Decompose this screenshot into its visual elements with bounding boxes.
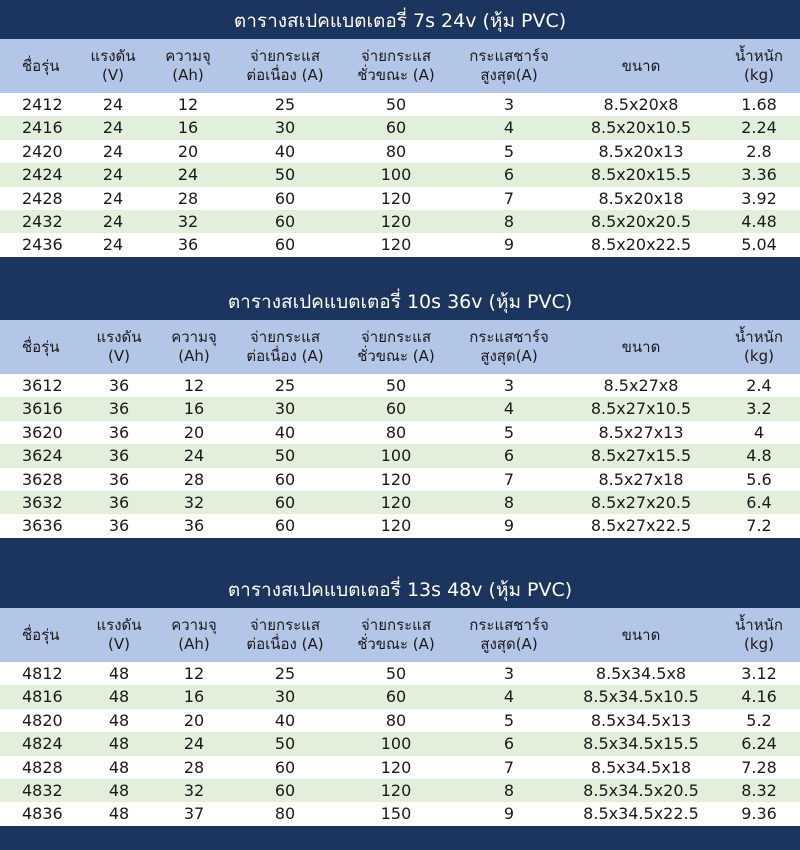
table-cell: 60 xyxy=(274,212,296,232)
table-cell: 24 xyxy=(102,212,124,232)
table-cell: 36 xyxy=(183,516,205,536)
table-cell: 100 xyxy=(380,734,412,754)
table-cell: 8.5x34.5x20.5 xyxy=(583,781,699,801)
table-cell: 6.4 xyxy=(746,493,772,513)
table-cell: 36 xyxy=(108,446,130,466)
table-cell: 3624 xyxy=(22,446,63,466)
table-cell: 25 xyxy=(274,95,296,114)
table-cell: 16 xyxy=(183,687,205,707)
table-cell: 7 xyxy=(503,469,515,489)
table-row xyxy=(0,140,800,163)
table-cell: 5 xyxy=(503,141,515,161)
table-cell: 9 xyxy=(503,804,515,824)
table-cell: 3628 xyxy=(22,469,63,489)
table-cell: 120 xyxy=(380,493,412,513)
table-cell: 32 xyxy=(183,781,205,801)
table-row xyxy=(0,421,800,444)
table-cell: 3620 xyxy=(22,422,63,442)
column-header: ชื่อรุ่น xyxy=(22,625,60,644)
table-cell: 2416 xyxy=(22,118,63,138)
table-cell: 36 xyxy=(108,376,130,395)
table-cell: 16 xyxy=(177,118,199,138)
table-cell: 36 xyxy=(108,493,130,513)
table-row xyxy=(0,468,800,491)
table-row xyxy=(0,662,800,685)
table-cell: 48 xyxy=(108,804,130,824)
table-cell: 50 xyxy=(274,165,296,185)
table-cell: 60 xyxy=(274,235,296,255)
table-row xyxy=(0,779,800,802)
table-cell: 60 xyxy=(385,399,407,419)
column-header: ขนาด xyxy=(621,56,661,75)
table-cell: 24 xyxy=(183,446,205,466)
table-row xyxy=(0,187,800,210)
table-cell: 2424 xyxy=(22,165,63,185)
table-row xyxy=(0,210,800,233)
table-cell: 7 xyxy=(503,188,515,208)
table-cell: 24 xyxy=(177,165,199,185)
table-cell: 3612 xyxy=(22,376,63,395)
table-cell: 8.5x27x8 xyxy=(603,376,679,395)
table-cell: 8 xyxy=(503,493,515,513)
table-row xyxy=(0,732,800,755)
table-cell: 5 xyxy=(503,710,515,730)
table-cell: 8.5x27x13 xyxy=(598,422,684,442)
table-cell: 3 xyxy=(503,376,515,395)
table-cell: 120 xyxy=(380,757,412,777)
table-cell: 36 xyxy=(177,235,199,255)
table-cell: 3.2 xyxy=(746,399,772,419)
table-cell: 50 xyxy=(385,664,407,683)
table-cell: 8.5x20x15.5 xyxy=(590,165,692,185)
table-cell: 7.28 xyxy=(741,757,777,777)
table-title: ตารางสเปคแบตเตอรี่ 7s 24v (หุ้ม PVC) xyxy=(233,10,567,32)
table-10s-36v-section xyxy=(0,284,800,538)
table-cell: 50 xyxy=(274,734,296,754)
column-header: แรงดัน (V) xyxy=(90,47,136,84)
table-cell: 60 xyxy=(274,757,296,777)
table-cell: 4832 xyxy=(22,781,63,801)
table-row xyxy=(0,709,800,732)
table-cell: 8.5x20x20.5 xyxy=(590,212,692,232)
table-cell: 48 xyxy=(108,664,130,683)
table-13s-48v xyxy=(0,608,800,826)
table-cell: 2412 xyxy=(22,95,63,114)
table-title: ตารางสเปคแบตเตอรี่ 10s 36v (หุ้ม PVC) xyxy=(227,291,573,313)
table-cell: 30 xyxy=(274,399,296,419)
table-row xyxy=(0,514,800,537)
column-header: ขนาด xyxy=(621,337,661,356)
table-row xyxy=(0,491,800,514)
table-cell: 8.5x34.5x10.5 xyxy=(583,687,699,707)
table-row xyxy=(0,374,800,397)
table-cell: 2.24 xyxy=(741,118,777,138)
table-cell: 48 xyxy=(108,710,130,730)
column-header: ความจุ (Ah) xyxy=(171,328,217,365)
table-cell: 3632 xyxy=(22,493,63,513)
table-cell: 100 xyxy=(380,446,412,466)
column-header: น้ำหนัก (kg) xyxy=(735,616,783,653)
table-cell: 8.5x27x10.5 xyxy=(590,399,692,419)
header-row xyxy=(0,320,800,374)
table-cell: 6 xyxy=(503,165,515,185)
table-7s-24v xyxy=(0,39,800,257)
table-cell: 150 xyxy=(380,804,412,824)
table-cell: 80 xyxy=(385,710,407,730)
table-cell: 3 xyxy=(503,664,515,683)
table-cell: 24 xyxy=(102,118,124,138)
table-cell: 2432 xyxy=(22,212,63,232)
column-header: จ่ายกระแส ต่อเนื่อง (A) xyxy=(246,47,324,84)
table-cell: 80 xyxy=(385,141,407,161)
table-cell: 48 xyxy=(108,687,130,707)
column-header: แรงดัน (V) xyxy=(96,328,142,365)
table-cell: 120 xyxy=(380,469,412,489)
table-cell: 8.5x27x20.5 xyxy=(590,493,692,513)
table-cell: 12 xyxy=(177,95,199,114)
table-cell: 40 xyxy=(274,710,296,730)
table-13s-48v-section xyxy=(0,572,800,826)
table-cell: 28 xyxy=(177,188,199,208)
column-header: จ่ายกระแส ต่อเนื่อง (A) xyxy=(246,616,324,653)
column-header: ชื่อรุ่น xyxy=(22,56,60,75)
table-cell: 120 xyxy=(380,212,412,232)
table-cell: 7 xyxy=(503,757,515,777)
table-cell: 20 xyxy=(183,710,205,730)
table-cell: 5.04 xyxy=(741,235,777,255)
table-cell: 60 xyxy=(385,687,407,707)
table-cell: 60 xyxy=(274,188,296,208)
table-cell: 12 xyxy=(183,376,205,395)
table-cell: 80 xyxy=(385,422,407,442)
table-cell: 28 xyxy=(183,469,205,489)
table-row xyxy=(0,397,800,420)
table-cell: 32 xyxy=(177,212,199,232)
table-cell: 60 xyxy=(274,516,296,536)
table-cell: 8.5x34.5x18 xyxy=(590,757,692,777)
column-header: กระแสชาร์จ สูงสุด(A) xyxy=(469,328,549,365)
table-cell: 9.36 xyxy=(741,804,777,824)
table-cell: 30 xyxy=(274,118,296,138)
table-row xyxy=(0,233,800,256)
column-header: จ่ายกระแส ชั่วขณะ (A) xyxy=(357,47,435,84)
table-cell: 4816 xyxy=(22,687,63,707)
column-header: ความจุ (Ah) xyxy=(171,616,217,653)
table-cell: 32 xyxy=(183,493,205,513)
header-row xyxy=(0,39,800,93)
table-cell: 5.2 xyxy=(746,710,772,730)
table-cell: 60 xyxy=(274,493,296,513)
table-cell: 36 xyxy=(108,469,130,489)
table-row xyxy=(0,756,800,779)
table-cell: 4 xyxy=(753,422,765,442)
table-cell: 24 xyxy=(102,141,124,161)
table-cell: 6 xyxy=(503,734,515,754)
table-cell: 4 xyxy=(503,687,515,707)
column-header: ความจุ (Ah) xyxy=(165,47,211,84)
table-cell: 36 xyxy=(108,422,130,442)
table-cell: 8.5x27x22.5 xyxy=(590,516,692,536)
table-cell: 8.5x20x8 xyxy=(603,95,679,114)
table-cell: 28 xyxy=(183,757,205,777)
table-cell: 30 xyxy=(274,687,296,707)
table-cell: 37 xyxy=(183,804,205,824)
column-header: แรงดัน (V) xyxy=(96,616,142,653)
table-cell: 120 xyxy=(380,781,412,801)
table-cell: 25 xyxy=(274,664,296,683)
table-cell: 2.8 xyxy=(746,141,772,161)
table-cell: 4812 xyxy=(22,664,63,683)
table-cell: 120 xyxy=(380,235,412,255)
table-cell: 4836 xyxy=(22,804,63,824)
table-cell: 8.5x34.5x8 xyxy=(595,664,687,683)
table-cell: 5 xyxy=(503,422,515,442)
table-cell: 36 xyxy=(108,516,130,536)
table-cell: 8.5x27x18 xyxy=(598,469,684,489)
table-cell: 50 xyxy=(274,446,296,466)
table-cell: 4 xyxy=(503,399,515,419)
table-cell: 25 xyxy=(274,376,296,395)
column-header: จ่ายกระแส ต่อเนื่อง (A) xyxy=(246,328,324,365)
table-cell: 40 xyxy=(274,141,296,161)
table-cell: 4828 xyxy=(22,757,63,777)
table-cell: 16 xyxy=(183,399,205,419)
table-cell: 24 xyxy=(102,165,124,185)
table-cell: 24 xyxy=(102,188,124,208)
table-cell: 8.5x20x10.5 xyxy=(590,118,692,138)
table-cell: 4820 xyxy=(22,710,63,730)
table-7s-24v-section xyxy=(0,3,800,257)
table-cell: 1.68 xyxy=(741,95,777,114)
table-cell: 60 xyxy=(274,469,296,489)
table-cell: 8.32 xyxy=(741,781,777,801)
table-cell: 48 xyxy=(108,781,130,801)
table-cell: 4.8 xyxy=(746,446,772,466)
table-cell: 3 xyxy=(503,95,515,114)
table-cell: 48 xyxy=(108,734,130,754)
header-row xyxy=(0,608,800,662)
table-cell: 40 xyxy=(274,422,296,442)
table-cell: 4 xyxy=(503,118,515,138)
table-cell: 4824 xyxy=(22,734,63,754)
table-cell: 2428 xyxy=(22,188,63,208)
table-cell: 4.16 xyxy=(741,687,777,707)
table-cell: 9 xyxy=(503,516,515,536)
table-cell: 2436 xyxy=(22,235,63,255)
table-cell: 8.5x34.5x22.5 xyxy=(583,804,699,824)
table-cell: 100 xyxy=(380,165,412,185)
table-cell: 3616 xyxy=(22,399,63,419)
table-row xyxy=(0,802,800,825)
table-10s-36v xyxy=(0,320,800,538)
table-cell: 6.24 xyxy=(741,734,777,754)
table-cell: 80 xyxy=(274,804,296,824)
table-cell: 120 xyxy=(380,188,412,208)
column-header: จ่ายกระแส ชั่วขณะ (A) xyxy=(357,616,435,653)
table-cell: 50 xyxy=(385,95,407,114)
table-cell: 50 xyxy=(385,376,407,395)
table-cell: 24 xyxy=(102,95,124,114)
column-header: น้ำหนัก (kg) xyxy=(735,328,783,365)
table-cell: 5.6 xyxy=(746,469,772,489)
column-header: กระแสชาร์จ สูงสุด(A) xyxy=(469,47,549,84)
table-cell: 8.5x34.5x15.5 xyxy=(583,734,699,754)
table-cell: 60 xyxy=(274,781,296,801)
table-cell: 8.5x27x15.5 xyxy=(590,446,692,466)
table-cell: 120 xyxy=(380,516,412,536)
table-cell: 8.5x34.5x13 xyxy=(590,710,692,730)
table-cell: 8 xyxy=(503,212,515,232)
table-cell: 4.48 xyxy=(741,212,777,232)
column-header: ชื่อรุ่น xyxy=(22,337,60,356)
table-cell: 24 xyxy=(102,235,124,255)
table-cell: 8 xyxy=(503,781,515,801)
column-header: กระแสชาร์จ สูงสุด(A) xyxy=(469,616,549,653)
column-header: ขนาด xyxy=(621,625,661,644)
table-cell: 9 xyxy=(503,235,515,255)
table-row xyxy=(0,116,800,139)
column-header: น้ำหนัก (kg) xyxy=(735,47,783,84)
table-row xyxy=(0,685,800,708)
table-cell: 48 xyxy=(108,757,130,777)
table-row xyxy=(0,163,800,186)
table-cell: 3.92 xyxy=(741,188,777,208)
table-cell: 3.36 xyxy=(741,165,777,185)
table-cell: 24 xyxy=(183,734,205,754)
table-cell: 6 xyxy=(503,446,515,466)
table-title: ตารางสเปคแบตเตอรี่ 13s 48v (หุ้ม PVC) xyxy=(227,579,573,601)
table-row xyxy=(0,444,800,467)
table-cell: 2420 xyxy=(22,141,63,161)
table-cell: 20 xyxy=(183,422,205,442)
table-cell: 2.4 xyxy=(746,376,772,395)
table-cell: 8.5x20x22.5 xyxy=(590,235,692,255)
table-row xyxy=(0,93,800,116)
column-header: จ่ายกระแส ชั่วขณะ (A) xyxy=(357,328,435,365)
table-cell: 60 xyxy=(385,118,407,138)
table-cell: 12 xyxy=(183,664,205,683)
table-cell: 7.2 xyxy=(746,516,772,536)
table-cell: 36 xyxy=(108,399,130,419)
table-cell: 3.12 xyxy=(741,664,777,683)
table-cell: 20 xyxy=(177,141,199,161)
table-cell: 3636 xyxy=(22,516,63,536)
table-cell: 8.5x20x13 xyxy=(598,141,684,161)
table-cell: 8.5x20x18 xyxy=(598,188,684,208)
